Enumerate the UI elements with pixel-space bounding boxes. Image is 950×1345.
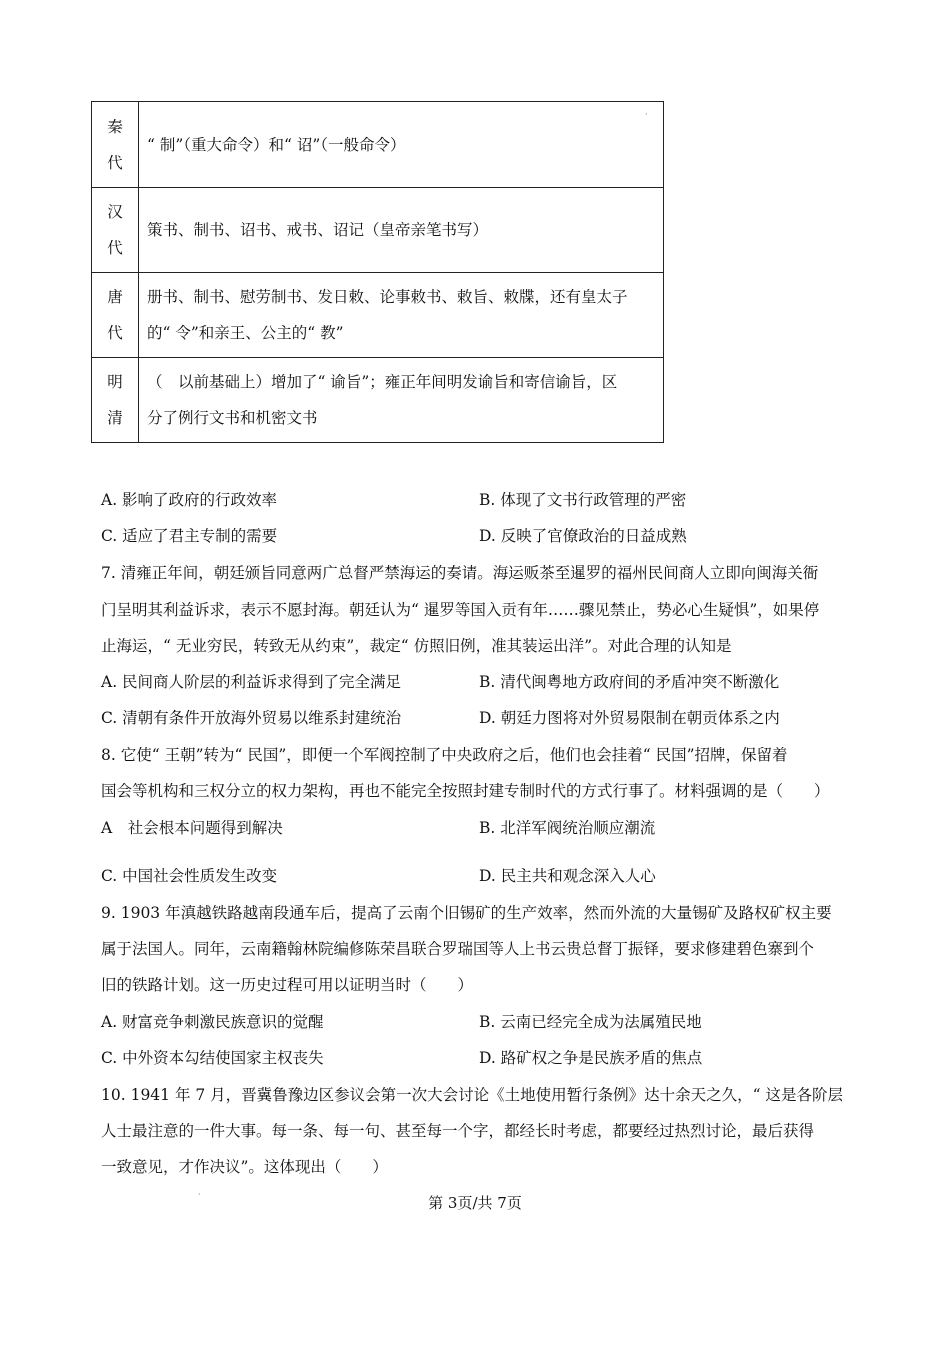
- q8-option-c: C. 中国社会性质发生改变: [101, 867, 278, 885]
- q9-option-c: C. 中外资本勾结使国家主权丧失: [101, 1049, 324, 1067]
- q8-option-a: A 社会根本问题得到解决: [101, 819, 283, 837]
- q9-stem-line: 9. 1903 年滇越铁路越南段通车后，提高了云南个旧锡矿的生产效率，然而外流的大量锡矿及路权矿权主要: [101, 904, 832, 922]
- q6-option-b: B. 体现了文书行政管理的严密: [479, 491, 687, 509]
- q8-stem-line: 8. 它使“ 王朝”转为“ 民国”，即便一个军阀控制了中央政府之后，他们也会挂着“ 民国”招牌，保留着: [101, 746, 788, 764]
- q10-stem-line: 一致意见，才作决议”。这体现出（ ）: [101, 1158, 388, 1176]
- content-cell: 策书、制书、诏书、戒书、诏记（皇帝亲笔书写）: [139, 188, 664, 273]
- q8-option-d: D. 民主共和观念深入人心: [479, 867, 656, 885]
- q9-option-b: B. 云南已经完全成为法属殖民地: [479, 1013, 702, 1031]
- q7-stem-line: 止海运，“ 无业穷民，转致无从约束”，裁定“ 仿照旧例，准其装运出洋”。对此合理的认知是: [101, 637, 732, 655]
- q7-stem-line: 门呈明其利益诉求，表示不愿封海。朝廷认为“ 暹罗等国入贡有年……骤见禁止，势必心生疑惧”，如果停: [101, 601, 820, 619]
- q7-option-c: C. 清朝有条件开放海外贸易以维系封建统治: [101, 709, 402, 727]
- era-cell: 汉 代: [92, 188, 139, 273]
- content-cell: 册书、制书、慰劳制书、发日敕、论事敕书、敕旨、敕牒，还有皇太子 的“ 令”和亲王、公主的“ 教”: [139, 273, 664, 358]
- content-cell: “ 制”（重大命令）和“ 诏”（一般命令）: [139, 102, 664, 188]
- q10-stem-line: 人士最注意的一件大事。每一条、每一句、甚至每一个字，都经长时考虑，都要经过热烈讨论，最后获得: [101, 1122, 815, 1140]
- era-cell: 唐 代: [92, 273, 139, 358]
- content-cell: （ 以前基础上）增加了“ 谕旨”；雍正年间明发谕旨和寄信谕旨，区 分了例行文书和机密文书: [139, 358, 664, 443]
- era-cell: 明 清: [92, 358, 139, 443]
- q6-option-a: A. 影响了政府的行政效率: [101, 491, 278, 509]
- q8-option-b: B. 北洋军阀统治顺应潮流: [479, 819, 656, 837]
- document-types-table: [91, 101, 664, 443]
- q9-option-a: A. 财富竞争刺激民族意识的觉醒: [101, 1013, 324, 1031]
- stray-dot: ·: [645, 110, 648, 119]
- q8-stem-line: 国会等机构和三权分立的权力架构，再也不能完全按照封建专制时代的方式行事了。材料强调的是（ ）: [101, 782, 830, 800]
- q9-stem-line: 属于法国人。同年，云南籍翰林院编修陈荣昌联合罗瑞国等人上书云贵总督丁振铎，要求修建碧色寨到个: [101, 940, 815, 958]
- q10-stem-line: 10. 1941 年 7 月，晋冀鲁豫边区参议会第一次大会讨论《土地使用暂行条例》达十余天之久，“ 这是各阶层: [101, 1086, 844, 1104]
- q6-option-d: D. 反映了官僚政治的日益成熟: [479, 527, 687, 545]
- table-row: [92, 102, 664, 188]
- table-row: [92, 188, 664, 273]
- q9-stem-line: 旧的铁路计划。这一历史过程可用以证明当时（ ）: [101, 976, 474, 994]
- table-row: [92, 273, 664, 358]
- table-row: [92, 358, 664, 443]
- q6-option-c: C. 适应了君主专制的需要: [101, 527, 278, 545]
- era-cell: 秦 代: [92, 102, 139, 188]
- q7-option-b: B. 清代闽粤地方政府间的矛盾冲突不断激化: [479, 673, 780, 691]
- q7-option-d: D. 朝廷力图将对外贸易限制在朝贡体系之内: [479, 709, 780, 727]
- q7-option-a: A. 民间商人阶层的利益诉求得到了完全满足: [101, 673, 402, 691]
- stray-dot: ·: [198, 1190, 201, 1199]
- q9-option-d: D. 路矿权之争是民族矛盾的焦点: [479, 1049, 703, 1067]
- q7-stem-line: 7. 清雍正年间，朝廷颁旨同意两广总督严禁海运的奏请。海运贩茶至暹罗的福州民间商人立即向闽海关衙: [101, 564, 819, 582]
- page-number: 第 3页/共 7页: [428, 1194, 522, 1212]
